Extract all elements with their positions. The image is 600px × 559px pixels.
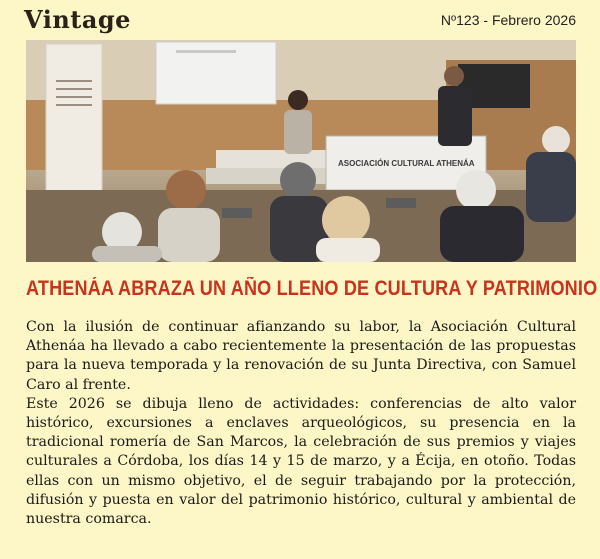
audience-head [542, 126, 570, 154]
banner-line [56, 104, 92, 106]
speaker-woman-body [284, 110, 312, 154]
audience-body [526, 152, 576, 222]
audience-body [158, 208, 220, 262]
audience-head [280, 162, 316, 198]
screen-line [176, 50, 236, 53]
article-paragraph: Este 2026 se dibuja lleno de actividades: conferencias de alto valor histórico, excursiones a enclaves arqueológicos, su presencia en la tradicional romería de San Marcos, la celebración de sus premios y viajes culturales a Córdoba, los días 14 y 15 de marzo, y a Écija, en otoño. Todas ellas con un mismo objetivo, el de seguir trabajando por la protección, difusión y puesta en valor del patrimonio histórico, cultural y ambiental de nuestra comarca. [26, 395, 576, 528]
magazine-logo: Vintage [24, 5, 131, 34]
banner-line [56, 96, 92, 98]
audience-head [166, 170, 206, 210]
audience-head [322, 196, 370, 244]
chair [222, 208, 252, 218]
banner-line [56, 88, 92, 90]
event-photo-illustration [26, 40, 576, 262]
event-photo [26, 40, 576, 262]
speaker-man-head [444, 66, 464, 86]
article-headline: ATHENÁA ABRAZA UN AÑO LLENO DE CULTURA Y PATRIMONIO [26, 277, 598, 300]
audience-body [92, 246, 162, 262]
table-banner-text: ASOCIACIÓN CULTURAL ATHENÁA [338, 159, 475, 168]
speaker-woman-head [288, 90, 308, 110]
issue-date: Nº123 - Febrero 2026 [440, 12, 576, 28]
speaker-man-body [438, 86, 472, 146]
article-paragraph: Con la ilusión de continuar afianzando su labor, la Asociación Cultural Athenáa ha llevado a cabo recientemente la presentación de las propuestas para la nueva temporada y la renovación de su Junta Directiva, con Samuel Caro al frente. [26, 319, 576, 393]
audience-head [456, 170, 496, 210]
chair [386, 198, 416, 208]
banner-line [56, 80, 92, 82]
audience-body [316, 238, 380, 262]
masthead [24, 6, 576, 34]
audience-body [440, 206, 524, 262]
article-body [26, 318, 576, 529]
